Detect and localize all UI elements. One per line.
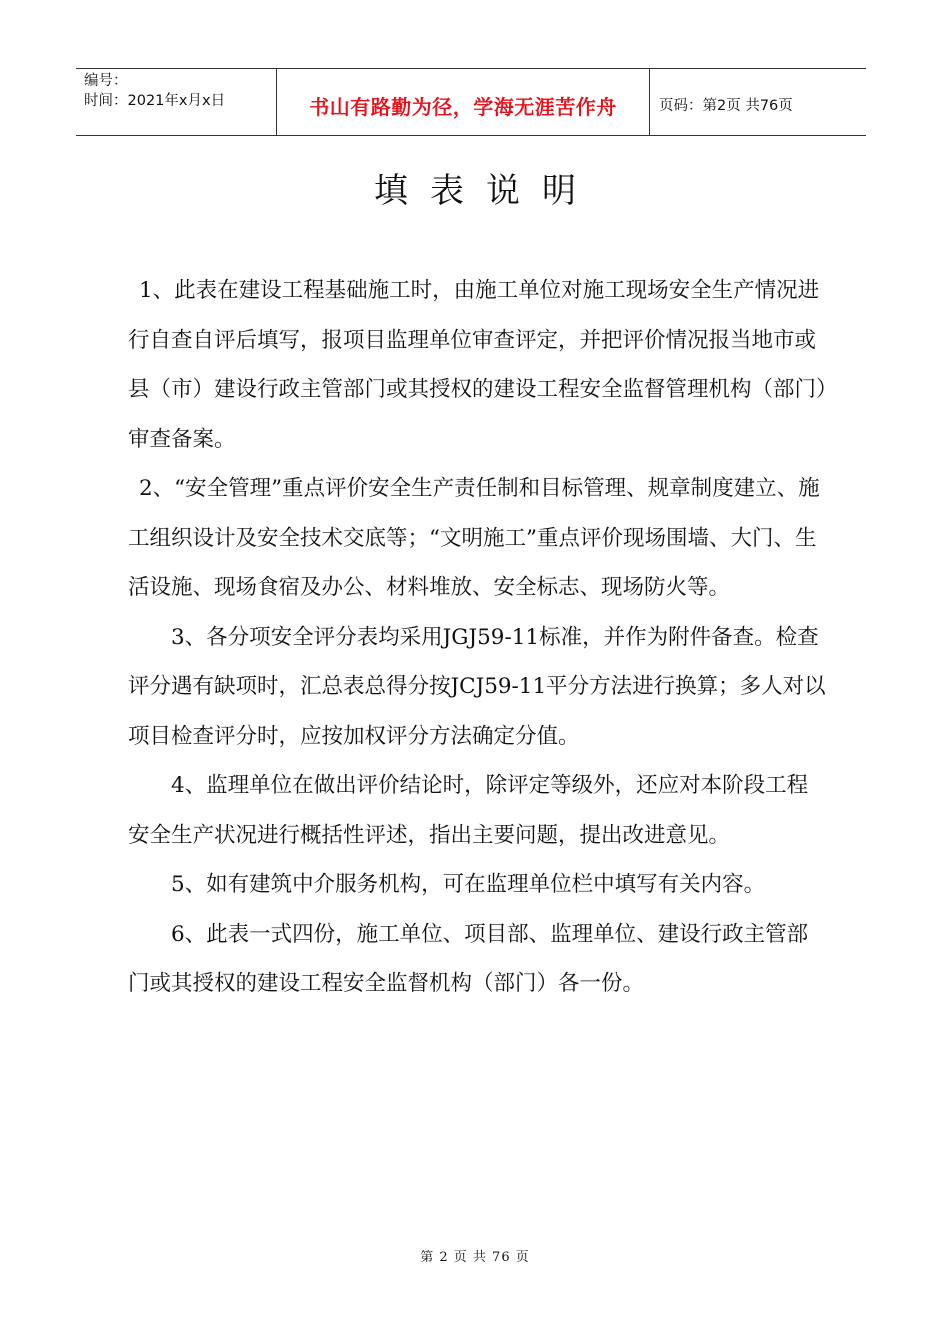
document-body — [128, 266, 828, 1009]
header-right-cell — [650, 69, 866, 135]
paragraph-2: 2、“安全管理”重点评价安全生产责任制和目标管理、规章制度建立、施工组织设计及安全技术交底等；“文明施工”重点评价现场围墙、大门、生活设施、现场食宿及办公、材料堆放、安全标志、现场防火等。 — [128, 476, 820, 600]
document-date: 时间：2021年x月x日 — [84, 93, 226, 109]
header-motto: 书山有路勤为径，学海无涯苦作舟 — [309, 94, 617, 119]
paragraph-6: 6、此表一式四份，施工单位、项目部、监理单位、建设行政主管部门或其授权的建设工程安全监督机构（部门）各一份。 — [128, 921, 809, 996]
paragraph-3: 3、各分项安全评分表均采用JGJ59-11标准，并作为附件备查。检查评分遇有缺项时，汇总表总得分按JCJ59-11平分方法进行换算；多人对以项目检查评分时，应按加权评分方法确定分值。 — [128, 624, 826, 749]
page-header — [76, 68, 866, 136]
document-number-label: 编号： — [84, 73, 128, 89]
header-middle-cell — [277, 69, 650, 135]
header-page-info: 页码：第2页 共76页 — [659, 97, 793, 114]
paragraph-5: 5、如有建筑中介服务机构，可在监理单位栏中填写有关内容。 — [171, 872, 766, 897]
document-title: 填表说明 — [374, 171, 598, 211]
header-left-cell — [76, 69, 277, 135]
paragraph-4: 4、监理单位在做出评价结论时，除评定等级外，还应对本阶段工程安全生产状况进行概括性评述，指出主要问题，提出改进意见。 — [128, 773, 809, 848]
paragraph-1: 1、此表在建设工程基础施工时，由施工单位对施工现场安全生产情况进行自查自评后填写，报项目监理单位审查评定，并把评价情况报当地市或县（市）建设行政主管部门或其授权的建设工程安全监督管理机构（部门）审查备案。 — [128, 278, 827, 452]
page-footer: 第 2 页 共 76 页 — [420, 1250, 530, 1265]
